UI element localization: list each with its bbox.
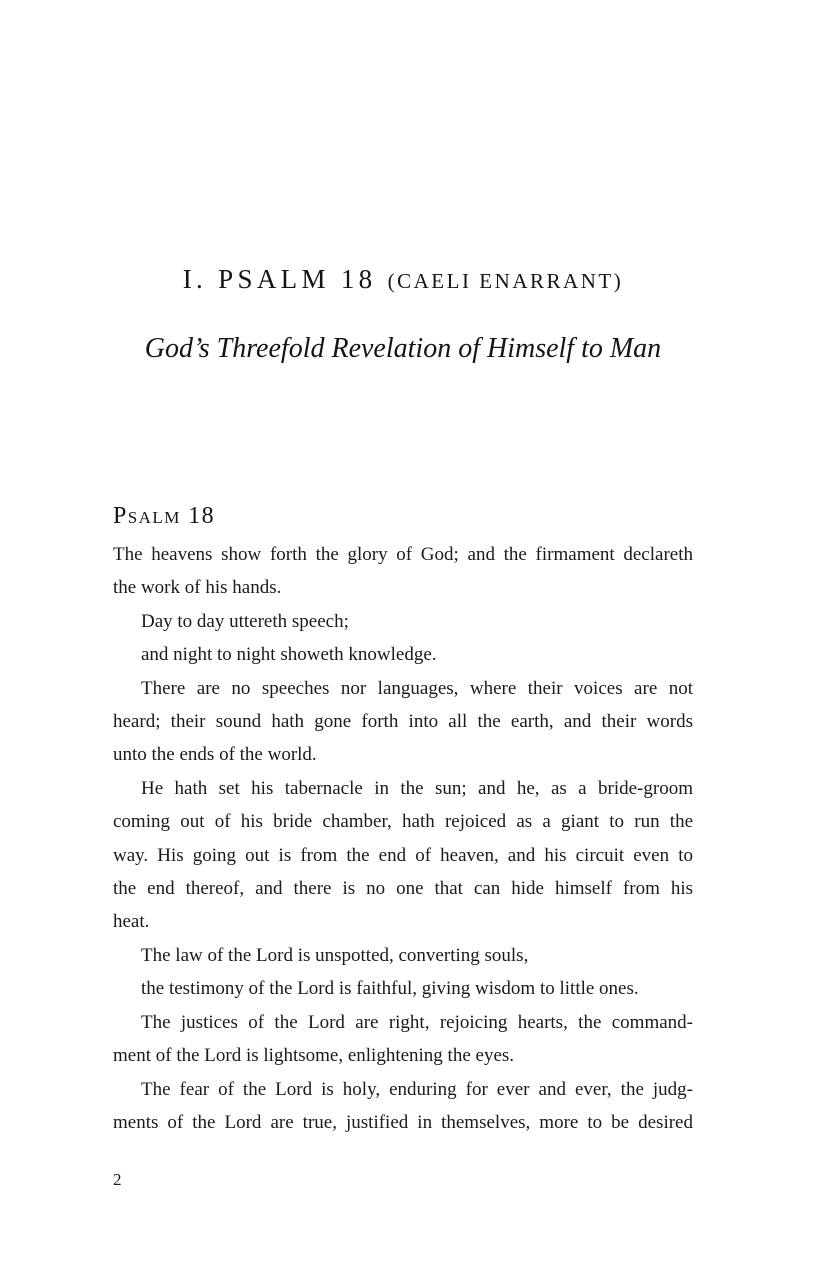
text-line: unto the ends of the world. — [113, 744, 317, 766]
text-line: heat. — [113, 911, 150, 933]
chapter-title-paren: (CAELI ENARRANT) — [387, 269, 624, 293]
text-line: The heavens show forth the glory of God; and the firmament declareth — [113, 544, 693, 565]
body-text — [113, 538, 693, 1139]
text-line: heard; their sound hath gone forth into all the earth, and their words — [113, 711, 693, 733]
chapter-title-main: I. PSALM 18 — [182, 264, 377, 294]
text-line: the work of his hands. — [113, 577, 282, 599]
text-line: the end thereof, and there is no one that can hide himself from his — [113, 878, 693, 900]
page-number: 2 — [113, 1170, 122, 1189]
text-line: The justices of the Lord are right, rejoicing hearts, the command- — [141, 1011, 693, 1033]
text-line: the testimony of the Lord is faithful, giving wisdom to little ones. — [141, 978, 639, 1000]
text-line: Day to day uttereth speech; — [141, 610, 349, 632]
section-heading: Psalm 18 — [113, 503, 216, 529]
text-line: The law of the Lord is unspotted, converting souls, — [141, 944, 529, 966]
text-line: way. His going out is from the end of heaven, and his circuit even to — [113, 844, 693, 866]
text-line: coming out of his bride chamber, hath rejoiced as a giant to run the — [113, 811, 693, 833]
text-line: The fear of the Lord is holy, enduring for ever and ever, the judg- — [141, 1078, 693, 1100]
chapter-subtitle: God’s Threefold Revelation of Himself to Man — [144, 333, 662, 364]
text-line: He hath set his tabernacle in the sun; and he, as a bride-groom — [141, 777, 693, 799]
text-line: ments of the Lord are true, justified in themselves, more to be desired — [113, 1111, 693, 1133]
text-line: and night to night showeth knowledge. — [141, 644, 437, 666]
text-line: ment of the Lord is lightsome, enlightening the eyes. — [113, 1045, 515, 1067]
text-line: There are no speeches nor languages, where their voices are not — [141, 677, 693, 699]
chapter-title — [113, 264, 693, 295]
